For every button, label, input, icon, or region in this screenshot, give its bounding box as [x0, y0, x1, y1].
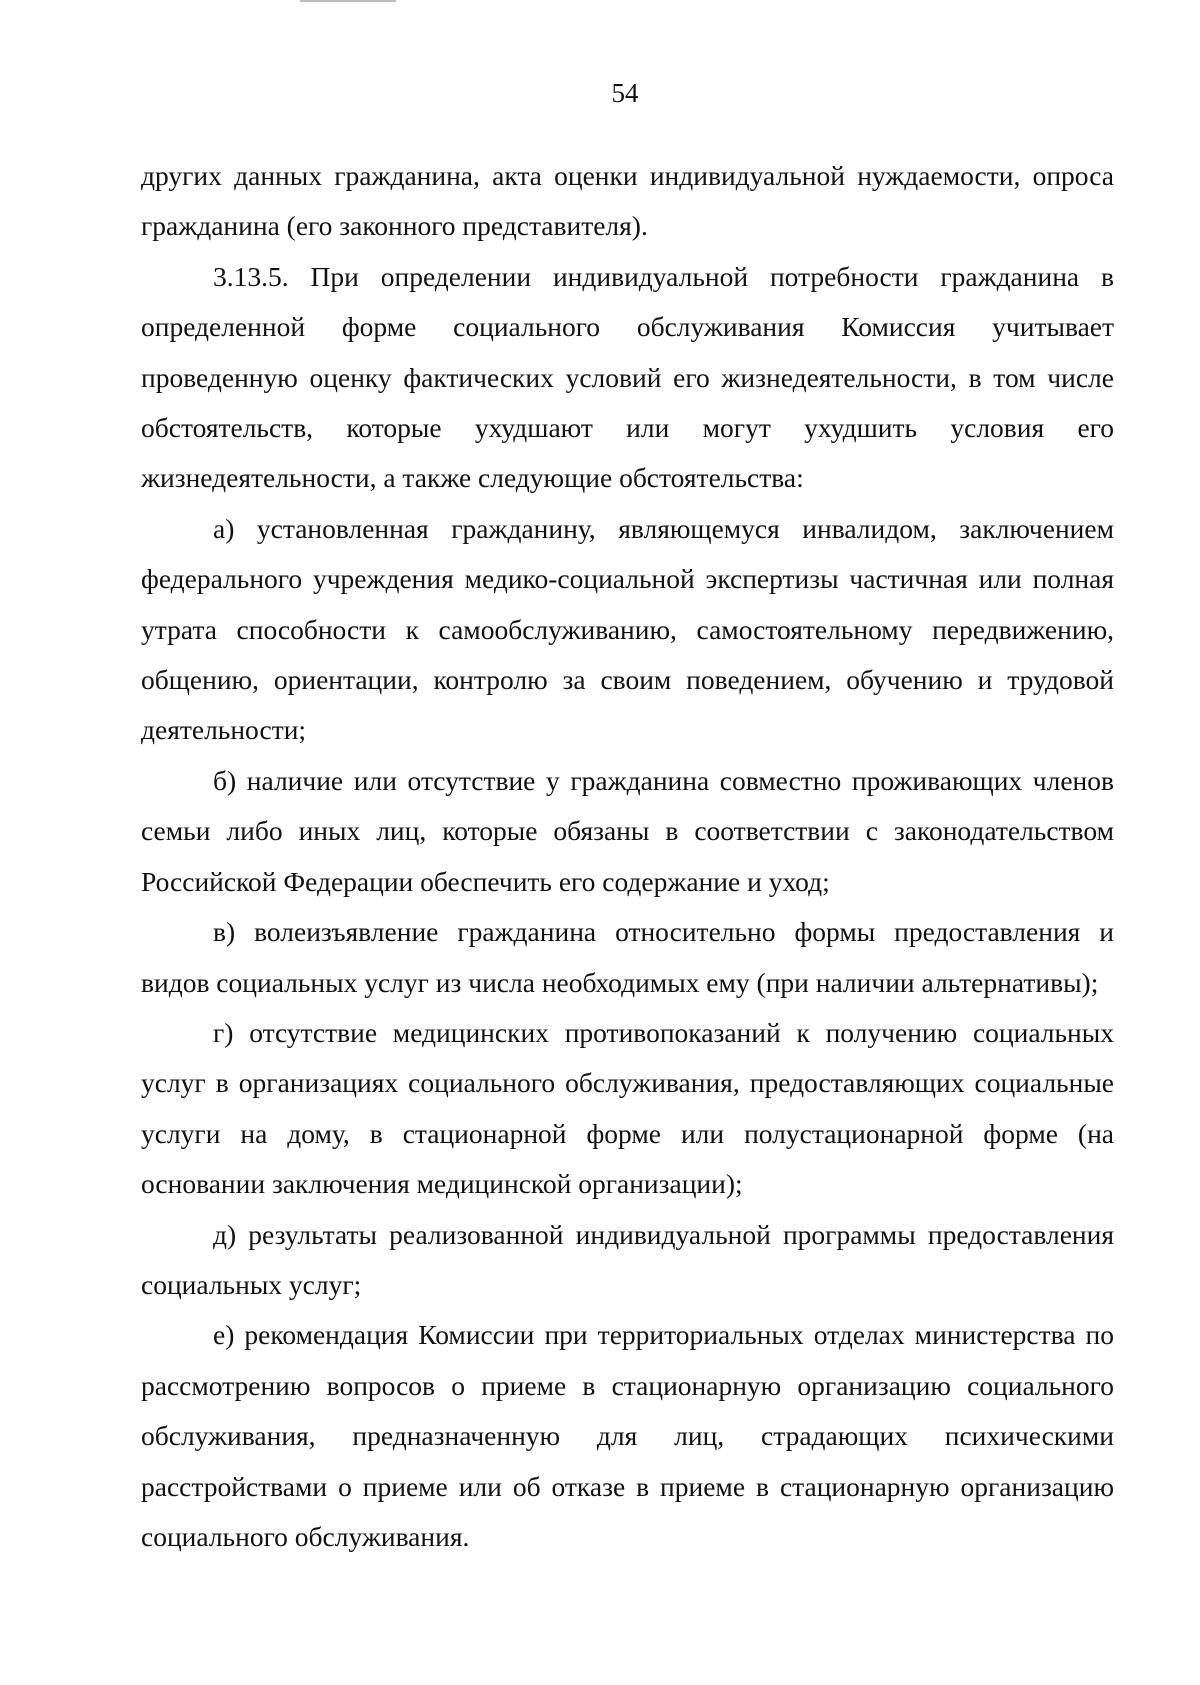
- list-item-v: в) волеизъявление гражданина относительно формы предоставления и видов социальных услуг из числа необходимых ему (при наличии альтернативы);: [141, 916, 1114, 998]
- list-item-d: д) результаты реализованной индивидуальной программы предоставления социальных услуг;: [141, 1218, 1114, 1300]
- list-item-g: г) отсутствие медицинских противопоказаний к получению социальных услуг в организациях социального обслуживания, предоставляющих социальные услуги на дому, в стационарной форме или полустационарной форме (на основании заключения медицинской организации);: [141, 1016, 1114, 1200]
- list-item-e: е) рекомендация Комиссии при территориальных отделах министерства по рассмотрению вопросов о приеме в стационарную организацию социального обслуживания, предназначенную для лиц, страдающих психическими расстройствами о приеме или об отказе в приеме в стационарную организацию социального обслуживания.: [141, 1319, 1114, 1552]
- list-item-b: б) наличие или отсутствие у гражданина совместно проживающих членов семьи либо иных лиц, которые обязаны в соответствии с законодательством Российской Федерации обеспечить его содержание и уход;: [141, 764, 1114, 897]
- page-number: 54: [611, 78, 639, 108]
- list-item-a: а) установленная гражданину, являющемуся инвалидом, заключением федерального учреждения медико-социальной экспертизы частичная или полная утрата способности к самообслуживанию, самостоятельному передвижению, общению, ориентации, контролю за своим поведением, обучению и трудовой деятельности;: [141, 512, 1114, 746]
- document-body: [141, 151, 1114, 1562]
- paragraph-continuation: других данных гражданина, акта оценки индивидуальной нуждаемости, опроса гражданина (его законного представителя).: [141, 160, 1114, 242]
- paragraph-3-13-5: 3.13.5. При определении индивидуальной потребности гражданина в определенной форме социального обслуживания Комиссия учитывает проведенную оценку фактических условий его жизнедеятельности, в том числе обстоятельств, которые ухудшают или могут ухудшить условия его жизнедеятельности, а также следующие обстоятельства:: [141, 260, 1114, 494]
- scan-artifact-line: [300, 0, 396, 2]
